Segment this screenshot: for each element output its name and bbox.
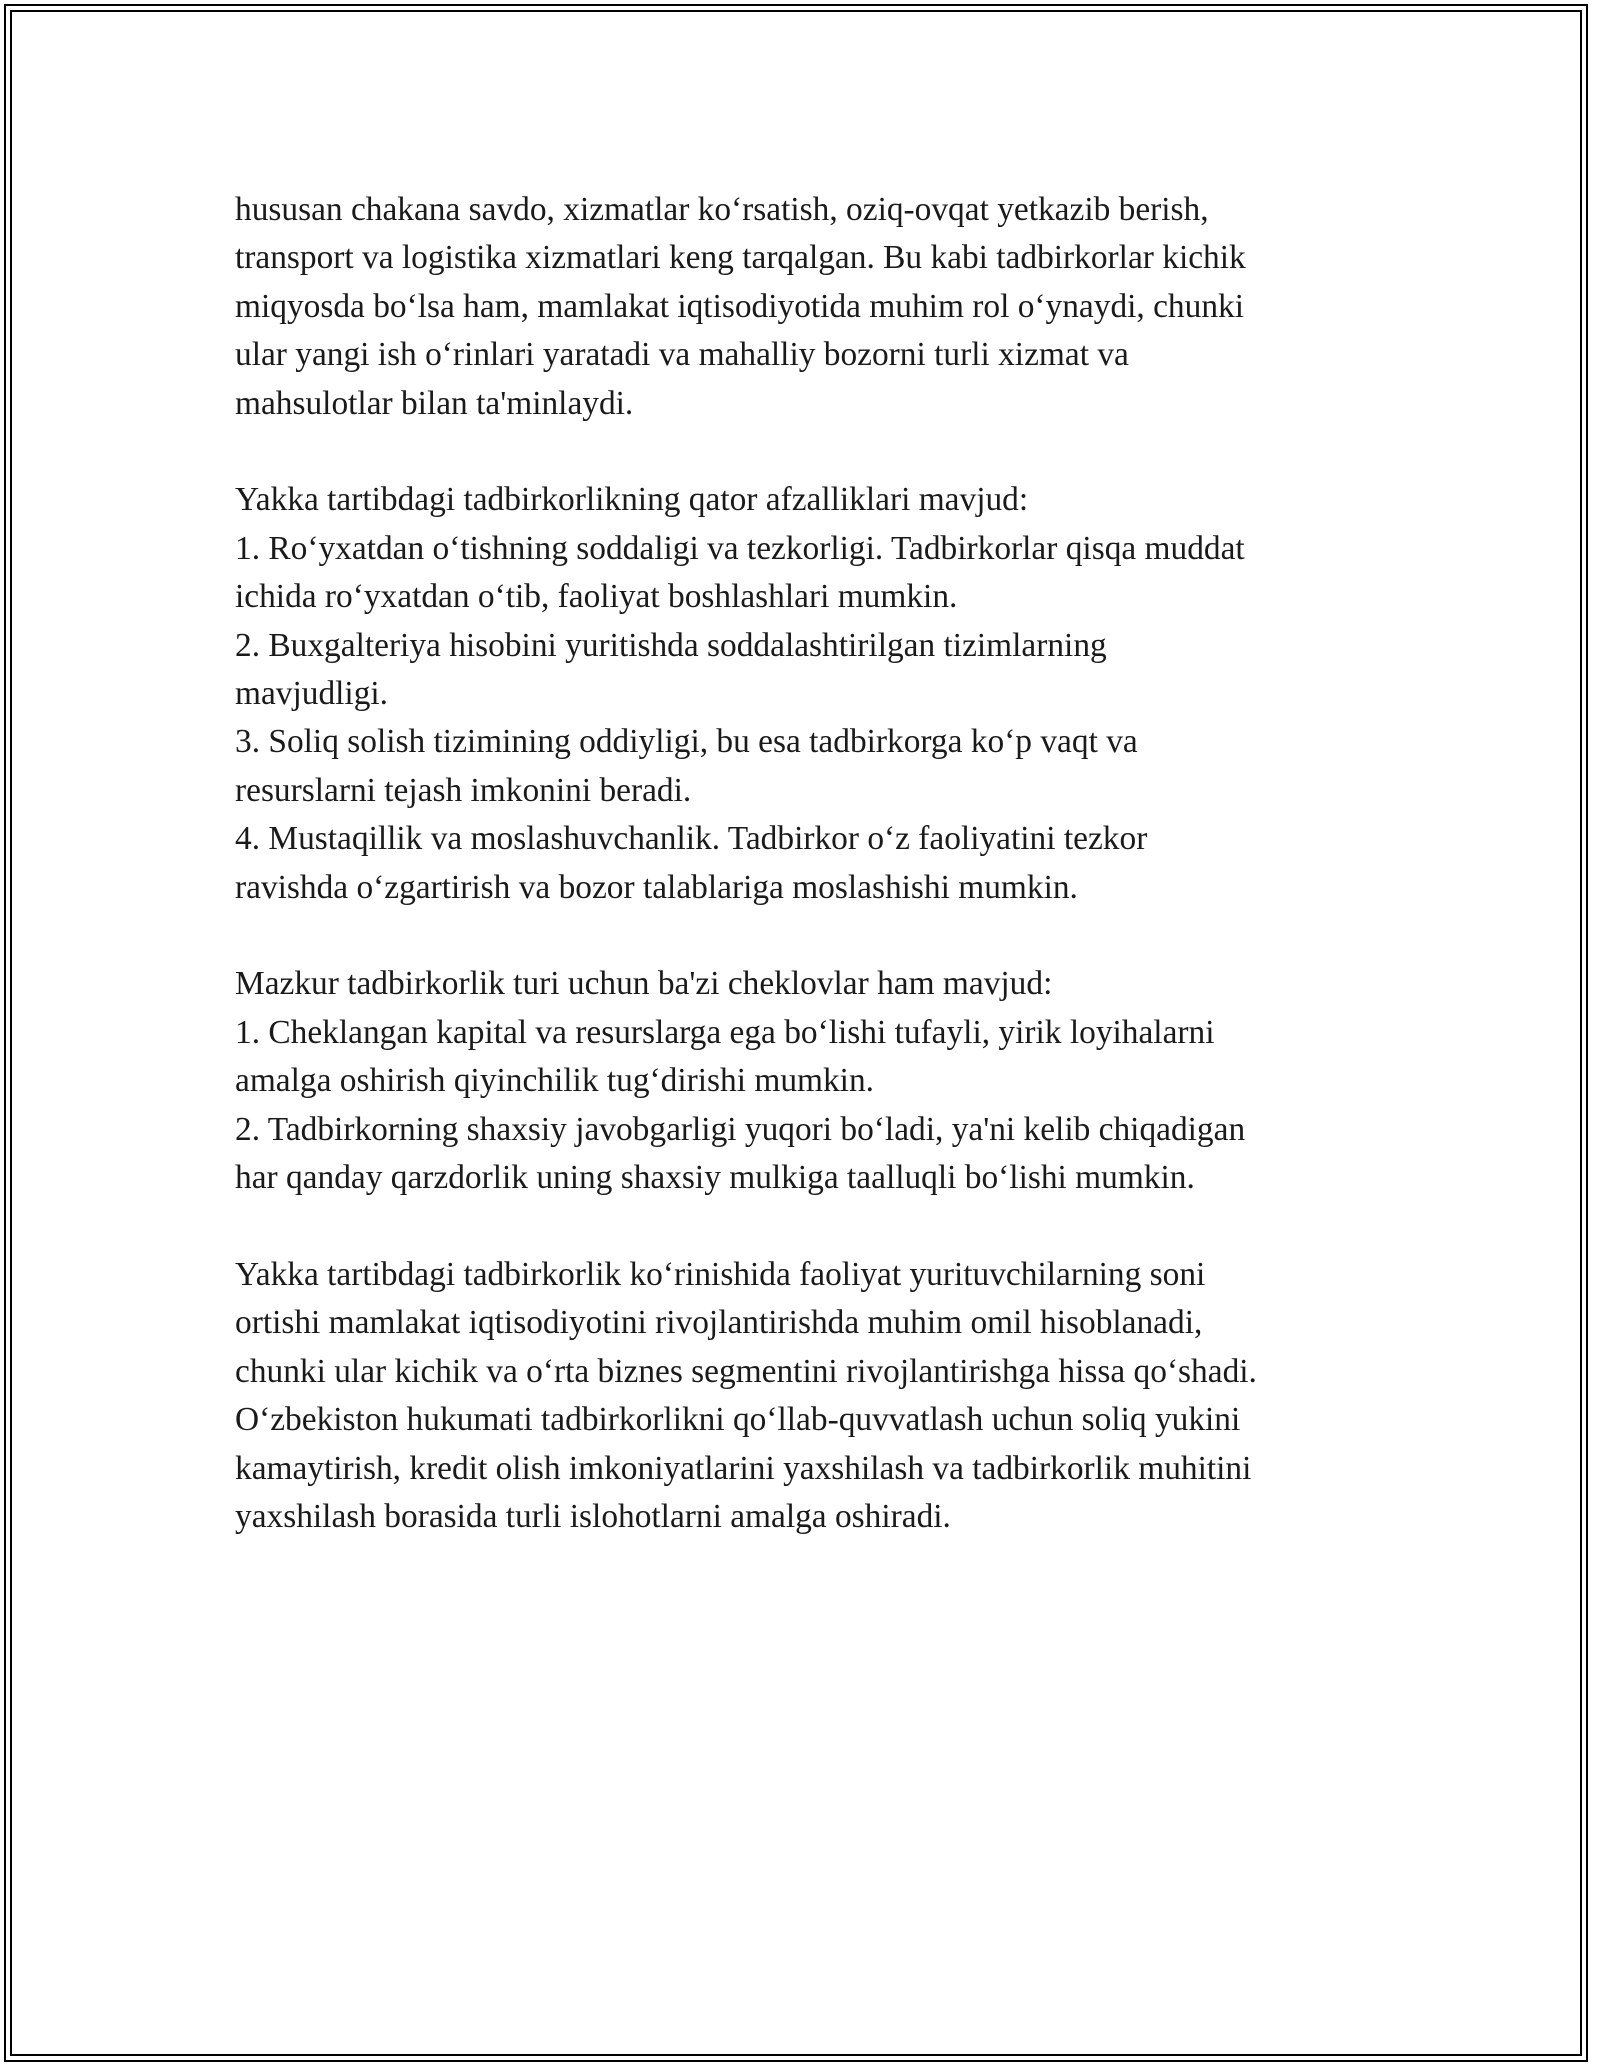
text-line: mahsulotlar bilan ta'minlaydi.	[235, 384, 634, 422]
text-line: ortishi mamlakat iqtisodiyotini rivojlantirishda muhim omil hisoblanadi,	[235, 1304, 1203, 1342]
paragraph-intro	[235, 186, 1365, 428]
text-line: miqyosda bo‘lsa ham, mamlakat iqtisodiyotida muhim rol o‘ynaydi, chunki	[235, 287, 1244, 325]
text-line: chunki ular kichik va o‘rta biznes segmentini rivojlantirishga hissa qo‘shadi.	[235, 1352, 1257, 1390]
text-line: kamaytirish, kredit olish imkoniyatlarini yaxshilash va tadbirkorlik muhitini	[235, 1449, 1252, 1487]
text-line: Yakka tartibdagi tadbirkorlikning qator afzalliklari mavjud:	[235, 481, 1029, 519]
paragraph-spacer	[235, 912, 1365, 960]
text-line: transport va logistika xizmatlari keng tarqalgan. Bu kabi tadbirkorlar kichik	[235, 239, 1246, 277]
text-line: hususan chakana savdo, xizmatlar ko‘rsatish, oziq-ovqat yetkazib berish,	[235, 191, 1209, 228]
document-body	[235, 186, 1365, 1541]
text-line: ular yangi ish o‘rinlari yaratadi va mahalliy bozorni turli xizmat va	[235, 336, 1129, 374]
text-line: 1. Cheklangan kapital va resurslarga ega bo‘lishi tufayli, yirik loyihalarni	[235, 1013, 1215, 1051]
text-line: Yakka tartibdagi tadbirkorlik ko‘rinishida faoliyat yurituvchilarning soni	[235, 1255, 1206, 1293]
text-line: 2. Tadbirkorning shaxsiy javobgarligi yuqori bo‘ladi, ya'ni kelib chiqadigan	[235, 1110, 1246, 1148]
text-line: 2. Buxgalteriya hisobini yuritishda soddalashtirilgan tizimlarning	[235, 626, 1107, 664]
text-line: O‘zbekiston hukumati tadbirkorlikni qo‘llab-quvvatlash uchun soliq yukini	[235, 1401, 1241, 1439]
text-line: ravishda o‘zgartirish va bozor talablariga moslashishi mumkin.	[235, 868, 1078, 906]
paragraph-advantages	[235, 476, 1365, 912]
text-line: 3. Soliq solish tizimining oddiyligi, bu esa tadbirkorga ko‘p vaqt va	[235, 723, 1138, 761]
text-line: mavjudligi.	[235, 675, 389, 713]
text-line: amalga oshirish qiyinchilik tug‘dirishi mumkin.	[235, 1062, 875, 1100]
paragraph-spacer	[235, 428, 1365, 476]
text-line: Mazkur tadbirkorlik turi uchun ba'zi cheklovlar ham mavjud:	[235, 965, 1053, 1003]
text-line: har qanday qarzdorlik uning shaxsiy mulkiga taalluqli bo‘lishi mumkin.	[235, 1159, 1195, 1197]
text-line: 4. Mustaqillik va moslashuvchanlik. Tadbirkor o‘z faoliyatini tezkor	[235, 820, 1148, 858]
text-line: ichida ro‘yxatdan o‘tib, faoliyat boshlashlari mumkin.	[235, 578, 958, 616]
paragraph-spacer	[235, 1203, 1365, 1251]
text-line: resurslarni tejash imkonini beradi.	[235, 771, 692, 809]
paragraph-limitations	[235, 960, 1365, 1202]
paragraph-conclusion	[235, 1251, 1365, 1541]
text-line: 1. Ro‘yxatdan o‘tishning soddaligi va tezkorligi. Tadbirkorlar qisqa muddat	[235, 529, 1245, 567]
text-line: yaxshilash borasida turli islohotlarni amalga oshiradi.	[235, 1497, 951, 1535]
